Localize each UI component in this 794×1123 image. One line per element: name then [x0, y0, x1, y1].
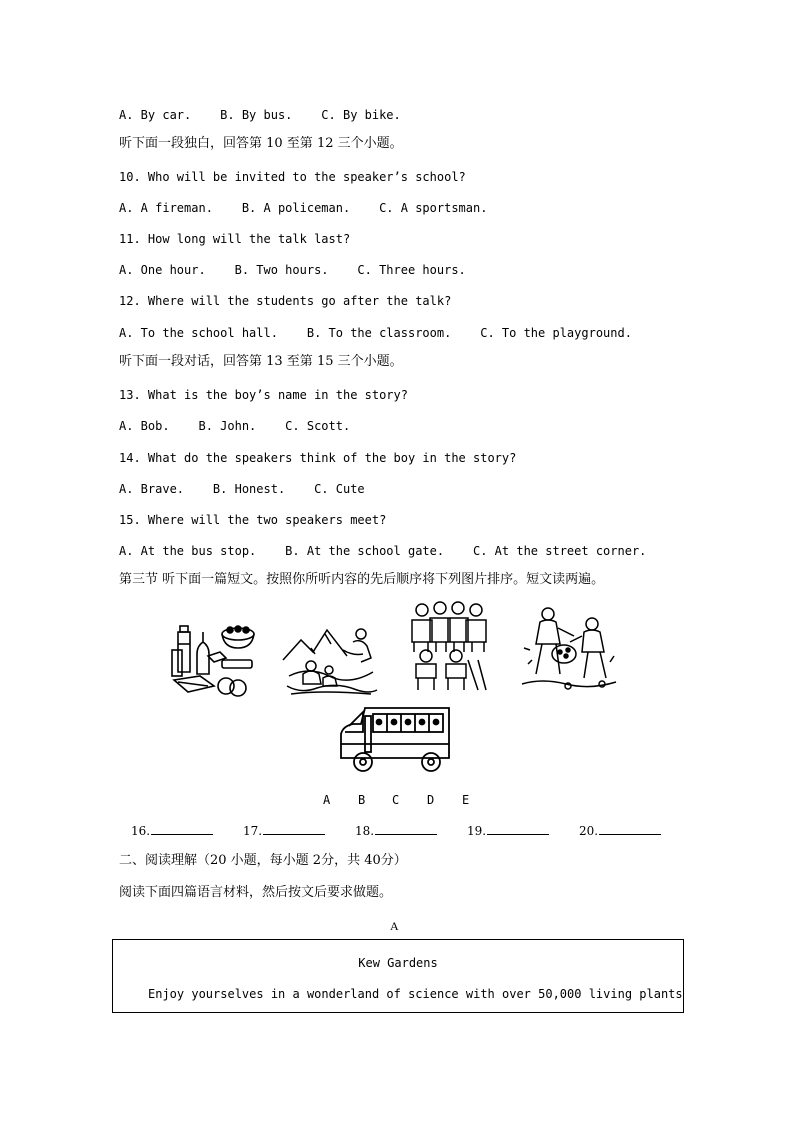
collecting-picture — [518, 604, 620, 696]
question-12: 12. Where will the students go after the talk? — [119, 294, 452, 308]
bus-picture — [339, 704, 455, 778]
blank-20[interactable] — [579, 822, 661, 838]
monologue-intro: 听下面一段独白，回答第 10 至第 12 三个小题。 — [119, 136, 403, 151]
picture-letter-e: E — [462, 793, 470, 807]
question-15: 15. Where will the two speakers meet? — [119, 513, 387, 527]
blank-16-number: 16. — [131, 824, 151, 838]
question-15-options: A. At the bus stop. B. At the school gate. C. At the street corner. — [119, 544, 647, 558]
q9-options: A. By car. B. By bus. C. By bike. — [119, 108, 401, 122]
passage-a-title: Kew Gardens — [358, 956, 438, 970]
passage-a-body: Enjoy yourselves in a wonderland of science with over 50,000 living plants — [148, 987, 683, 1001]
question-13-options: A. Bob. B. John. C. Scott. — [119, 419, 351, 433]
picture-letter-b: B — [358, 793, 366, 807]
question-11: 11. How long will the talk last? — [119, 232, 351, 246]
passage-a-box — [112, 939, 684, 1013]
passage-a-label: A — [390, 919, 399, 933]
question-10-options: A. A fireman. B. A policeman. C. A sportsman. — [119, 201, 488, 215]
question-10: 10. Who will be invited to the speaker’s school? — [119, 170, 466, 184]
reading-section-header: 二、阅读理解（20 小题，每小题 2分，共 40分） — [119, 853, 407, 868]
blank-17-number: 17. — [243, 824, 263, 838]
question-12-options: A. To the school hall. B. To the classroom. C. To the playground. — [119, 326, 632, 340]
picture-letter-a: A — [323, 793, 331, 807]
question-14-options: A. Brave. B. Honest. C. Cute — [119, 482, 365, 496]
blank-20-number: 20. — [579, 824, 599, 838]
blank-18[interactable] — [355, 822, 437, 838]
section-3-instruction: 第三节 听下面一篇短文。按照你所听内容的先后顺序将下列图片排序。短文读两遍。 — [119, 572, 605, 587]
blank-18-number: 18. — [355, 824, 375, 838]
picture-letter-c: C — [392, 793, 400, 807]
question-11-options: A. One hour. B. Two hours. C. Three hours. — [119, 263, 466, 277]
food-picture — [168, 620, 260, 698]
blank-16[interactable] — [131, 822, 213, 838]
mountain-picnic-picture — [281, 620, 381, 700]
question-14: 14. What do the speakers think of the boy in the story? — [119, 451, 517, 465]
picture-letter-d: D — [427, 793, 435, 807]
reading-instruction: 阅读下面四篇语言材料，然后按文后要求做题。 — [119, 885, 393, 900]
students-group-picture — [406, 600, 498, 696]
blank-19-number: 19. — [467, 824, 487, 838]
blank-19[interactable] — [467, 822, 549, 838]
dialogue-intro: 听下面一段对话，回答第 13 至第 15 三个小题。 — [119, 354, 403, 369]
picture-set — [0, 600, 794, 780]
blank-17[interactable] — [243, 822, 325, 838]
question-13: 13. What is the boy’s name in the story? — [119, 388, 408, 402]
